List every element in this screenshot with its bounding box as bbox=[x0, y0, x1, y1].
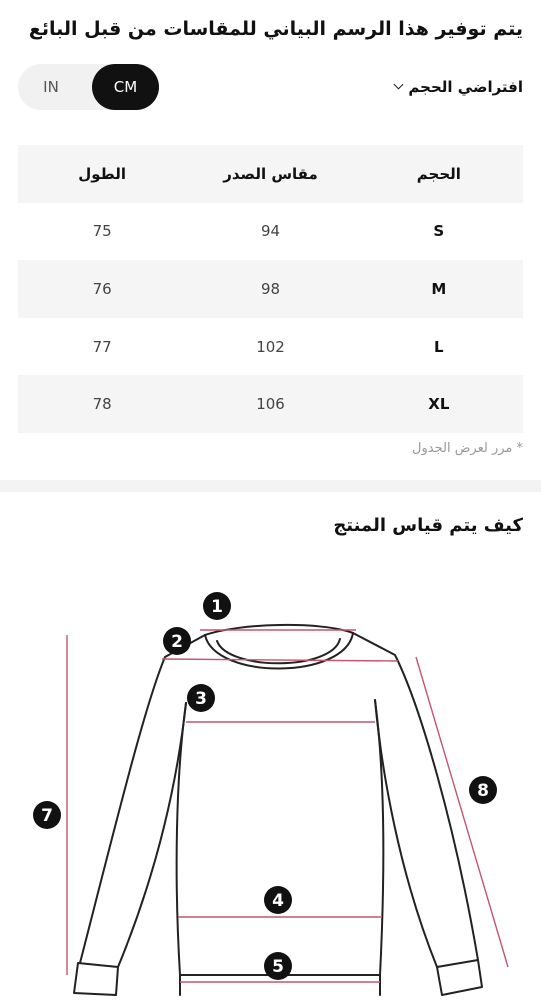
page-title: يتم توفير هذا الرسم البياني للمقاسات من قبل البائع bbox=[28, 18, 523, 40]
svg-text:8: 8 bbox=[477, 781, 489, 801]
size-cell: L bbox=[434, 337, 444, 356]
size-cell: S bbox=[433, 222, 445, 241]
measure-line-2 bbox=[162, 659, 398, 661]
right-sleeve-outer bbox=[353, 633, 478, 960]
length-cell: 76 bbox=[18, 260, 186, 318]
svg-text:1: 1 bbox=[211, 597, 223, 617]
size-standard-label: افتراضي الحجم bbox=[408, 78, 523, 96]
measurement-diagram bbox=[0, 575, 541, 1000]
size-table bbox=[18, 145, 523, 433]
header-length: الطول bbox=[18, 145, 186, 203]
length-cell: 75 bbox=[92, 222, 112, 241]
svg-text:3: 3 bbox=[195, 689, 207, 709]
table-row bbox=[18, 375, 523, 433]
svg-text:4: 4 bbox=[272, 891, 284, 911]
unit-in-button[interactable]: IN bbox=[18, 64, 84, 110]
table-row bbox=[18, 260, 523, 318]
left-sleeve-outer bbox=[80, 635, 205, 963]
chest-cell: 102 bbox=[256, 337, 285, 356]
scroll-hint: * مرر لعرض الجدول bbox=[412, 441, 523, 456]
chest-cell: 98 bbox=[186, 260, 354, 318]
table-row bbox=[18, 203, 523, 261]
unit-cm-button[interactable]: CM bbox=[92, 64, 159, 110]
badge-2 bbox=[163, 627, 191, 655]
sweater-outline bbox=[74, 625, 482, 995]
size-cell: XL bbox=[355, 375, 523, 433]
svg-text:2: 2 bbox=[171, 632, 183, 652]
badge-3 bbox=[187, 684, 215, 712]
badge-5 bbox=[264, 952, 292, 980]
table-row bbox=[18, 318, 523, 376]
body-outline bbox=[177, 700, 384, 975]
badge-4 bbox=[264, 886, 292, 914]
table-header-row bbox=[18, 145, 523, 203]
measure-line-8 bbox=[416, 657, 508, 967]
chest-cell: 106 bbox=[186, 375, 354, 433]
length-cell: 77 bbox=[92, 337, 112, 356]
chest-cell: 94 bbox=[260, 222, 281, 241]
how-to-measure-title: كيف يتم قياس المنتج bbox=[333, 515, 523, 536]
left-sleeve-inner bbox=[118, 703, 186, 967]
badge-8 bbox=[469, 776, 497, 804]
size-standard-dropdown[interactable] bbox=[395, 78, 523, 96]
length-cell: 78 bbox=[18, 375, 186, 433]
svg-text:7: 7 bbox=[41, 806, 53, 826]
badge-1 bbox=[203, 592, 231, 620]
header-size: الحجم bbox=[355, 145, 523, 203]
unit-toggle bbox=[18, 64, 159, 110]
left-cuff bbox=[74, 963, 118, 995]
header-chest: مقاس الصدر bbox=[186, 145, 354, 203]
chevron-down-icon bbox=[394, 80, 404, 90]
section-divider bbox=[0, 480, 541, 492]
size-cell: M bbox=[355, 260, 523, 318]
svg-text:5: 5 bbox=[272, 957, 284, 977]
right-cuff bbox=[437, 960, 482, 995]
badge-7 bbox=[33, 801, 61, 829]
